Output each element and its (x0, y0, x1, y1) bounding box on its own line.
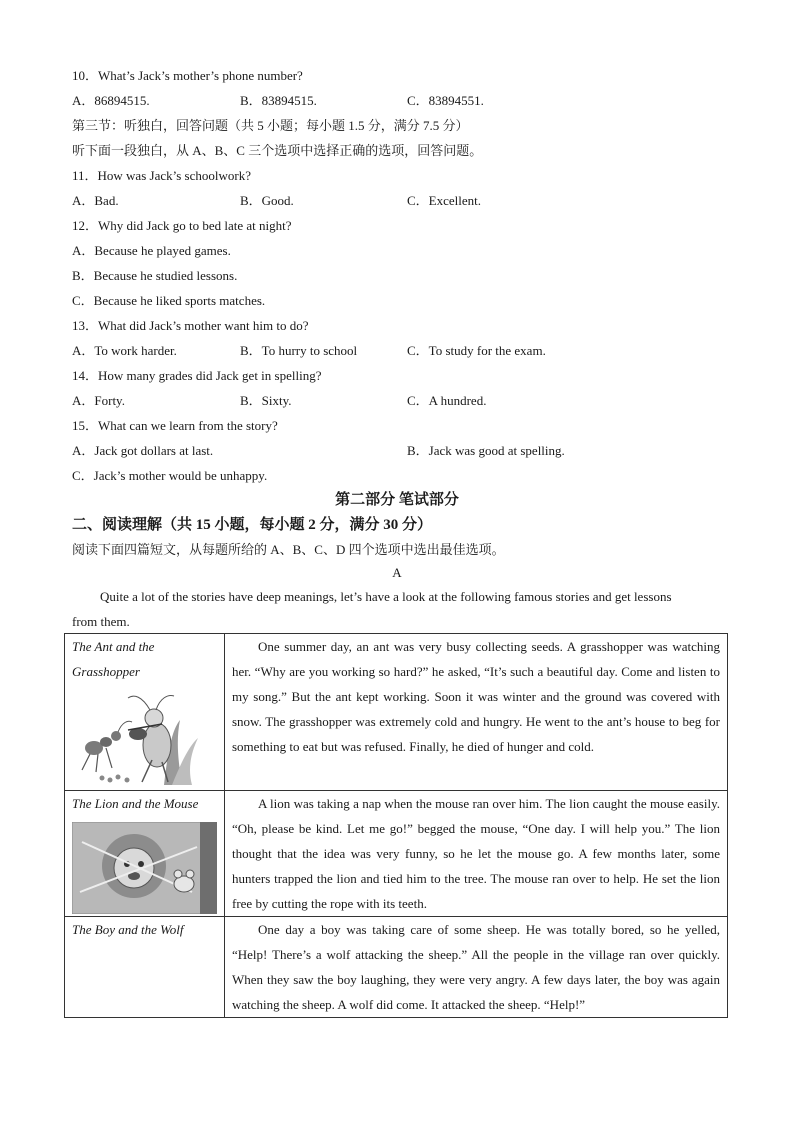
q15-stem: 15．What can we learn from the story? (72, 418, 278, 433)
story-body-boy: One day a boy was taking care of some sheep. He was totally bored, so he yelled, “Help! There’s a wolf attacking the sheep.” All the people in the village ran over quickly. When they saw the boy laughing, they were very angry. A few days later, the boy was again watching the sheep. A wolf did come. It attacked the sheep. “Help!” (225, 917, 728, 1018)
q12-option-b: B．Because he studied lessons. (72, 268, 238, 283)
story-row-lion (65, 791, 728, 917)
story-title-cell (65, 791, 225, 917)
q11-option-c: C．Excellent. (407, 193, 482, 208)
story-title-cell (65, 634, 225, 791)
reading-instruction: 阅读下面四篇短文，从每题所给的 A、B、C、D 四个选项中选出最佳选项。 (72, 542, 505, 557)
story-body-ant: One summer day, an ant was very busy collecting seeds. A grasshopper was watching her. “Why are you working so hard?” he asked, “It’s such a beautiful day. Come and listen to my song.” But the ant kept working. Soon it was winter and the ground was covered with snow. The grasshopper was extremely cold and hungry. He went to the ant’s house to beg for something to eat but was refused. Finally, he died of hunger and cold. (225, 634, 728, 791)
q15-option-c: C．Jack’s mother would be unhappy. (72, 468, 268, 483)
passage-intro-line1: Quite a lot of the stories have deep meanings, let’s have a look at the following famous stories and get lessons (100, 589, 672, 604)
q12-option-c: C．Because he liked sports matches. (72, 293, 266, 308)
story-title-lion: The Lion and the Mouse (72, 796, 199, 811)
stories-table (64, 633, 728, 1018)
q11-option-b: B．Good. (240, 193, 294, 208)
story-row-boy (65, 917, 728, 1018)
q14-option-b: B．Sixty. (240, 393, 292, 408)
q10-stem: 10．What’s Jack’s mother’s phone number? (72, 68, 303, 83)
section3-title: 第三节：听独白，回答问题（共 5 小题；每小题 1.5 分，满分 7.5 分） (72, 118, 469, 133)
passage-intro-line2: from them. (72, 614, 130, 629)
q12-option-a: A．Because he played games. (72, 243, 231, 258)
story-row-ant (65, 634, 728, 791)
q15-option-a: A．Jack got dollars at last. (72, 443, 214, 458)
story-title-ant-line2: Grasshopper (72, 664, 140, 679)
q11-option-a: A．Bad. (72, 193, 119, 208)
section3-instruction: 听下面一段独白，从 A、B、C 三个选项中选择正确的选项，回答问题。 (72, 143, 483, 158)
story-title-boy: The Boy and the Wolf (72, 922, 184, 937)
q14-option-c: C．A hundred. (407, 393, 487, 408)
story-body-lion: A lion was taking a nap when the mouse ran over him. The lion caught the mouse easily. “Oh, please be kind. Let me go!” begged the mouse, “One day. I will help you.” The lion thought that the idea was very funny, so he let the mouse go. A few months later, some hunters trapped the lion and tied him to the tree. The mouse ran over to help. He set the lion free by cutting the rope with its teeth. (225, 791, 728, 917)
reading-section-title: 二、阅读理解（共 15 小题，每小题 2 分，满分 30 分） (72, 517, 433, 533)
q13-stem: 13．What did Jack’s mother want him to do? (72, 318, 309, 333)
q14-option-a: A．Forty. (72, 393, 125, 408)
q13-option-b: B．To hurry to school (240, 343, 358, 358)
q13-option-c: C．To study for the exam. (407, 343, 546, 358)
story-title-ant-line1: The Ant and the (72, 639, 155, 654)
q13-option-a: A．To work harder. (72, 343, 177, 358)
q15-option-b: B．Jack was good at spelling. (407, 443, 565, 458)
q10-option-b: B．83894515. (240, 93, 317, 108)
q14-stem: 14．How many grades did Jack get in spelling? (72, 368, 322, 383)
lion-mouse-illustration (72, 822, 217, 914)
q10-option-c: C．83894551. (407, 93, 484, 108)
q12-stem: 12．Why did Jack go to bed late at night? (72, 218, 292, 233)
q10-option-a: A．86894515. (72, 93, 150, 108)
story-title-cell (65, 917, 225, 1018)
passage-label: A (392, 565, 402, 580)
ant-grasshopper-illustration (72, 690, 202, 790)
part2-title: 第二部分 笔试部分 (335, 492, 459, 508)
q11-stem: 11．How was Jack’s schoolwork? (72, 168, 251, 183)
